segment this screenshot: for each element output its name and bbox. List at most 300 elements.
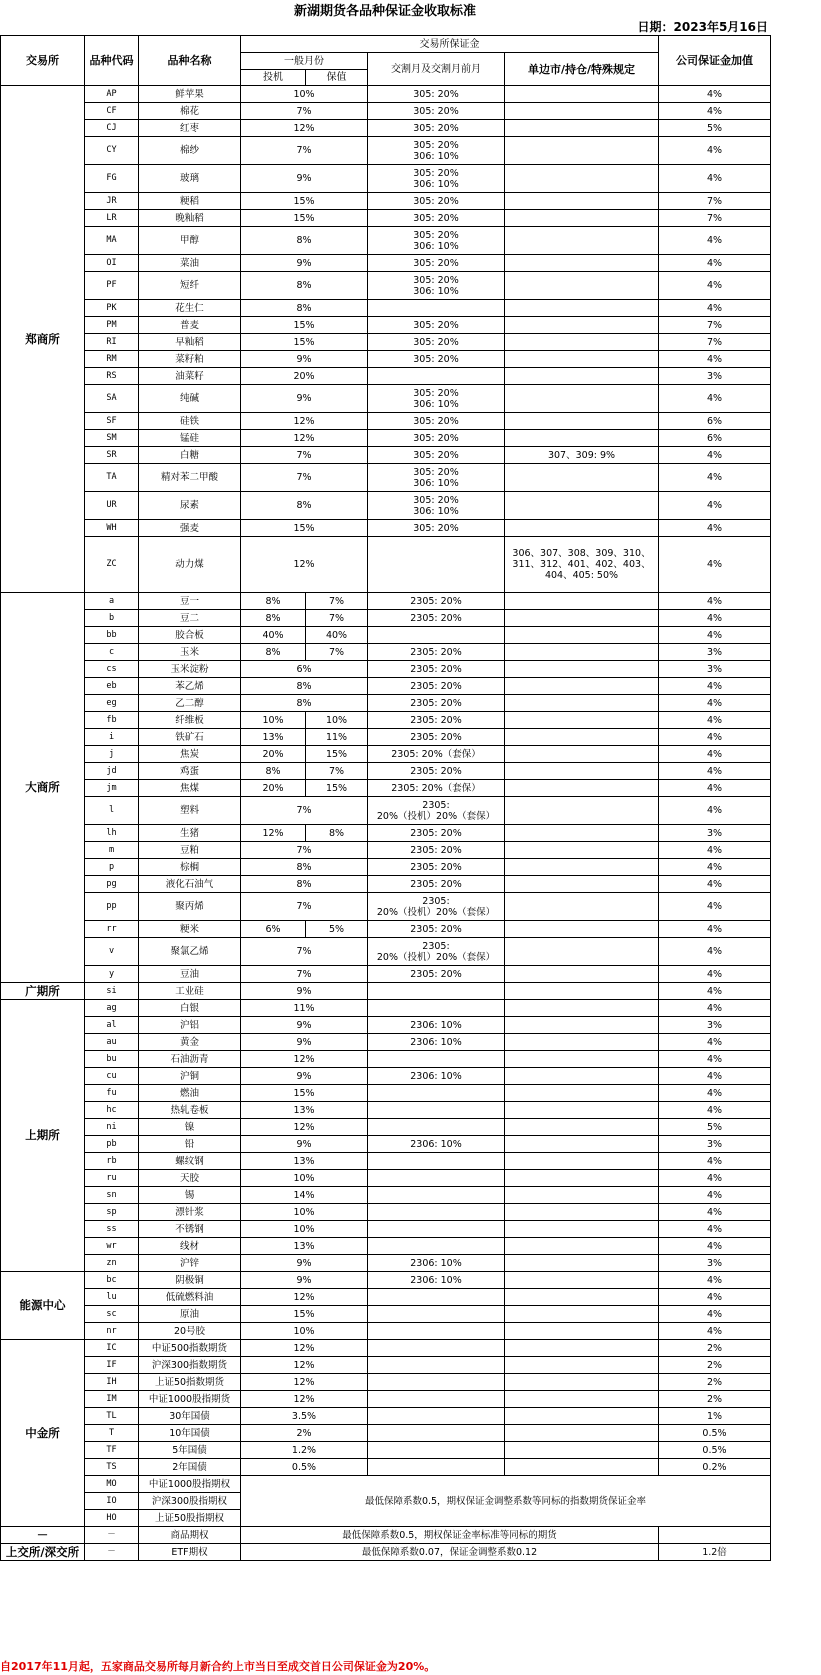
table-row — [1, 983, 771, 1000]
special-cell — [505, 983, 659, 1000]
delivery-cell: 2305: 20% — [368, 966, 505, 983]
name-cell: 原油 — [139, 1306, 241, 1323]
add-cell: 4% — [659, 1153, 771, 1170]
add-cell: 7% — [659, 210, 771, 227]
table-row — [1, 780, 771, 797]
table-row — [1, 1306, 771, 1323]
special-cell — [505, 1255, 659, 1272]
code-cell: RM — [85, 351, 139, 368]
delivery-cell: 305: 20% 306: 10% — [368, 227, 505, 255]
header-spec: 投机 — [241, 70, 306, 86]
name-cell: 商品期权 — [139, 1527, 241, 1544]
table-row — [1, 1153, 771, 1170]
general-cell: 8% — [241, 859, 368, 876]
general-cell: 15% — [241, 210, 368, 227]
code-cell: cu — [85, 1068, 139, 1085]
hedge-cell: 11% — [306, 729, 368, 746]
name-cell: 沪深300指数期货 — [139, 1357, 241, 1374]
name-cell: 中证1000股指期货 — [139, 1391, 241, 1408]
general-cell: 13% — [241, 1102, 368, 1119]
delivery-cell: 2305: 20% — [368, 712, 505, 729]
table-row — [1, 1357, 771, 1374]
special-cell — [505, 893, 659, 921]
general-cell: 13% — [241, 1238, 368, 1255]
header-delivery: 交割月及交割月前月 — [368, 53, 505, 86]
general-cell: 10% — [241, 1323, 368, 1340]
add-cell: 4% — [659, 137, 771, 165]
special-cell — [505, 165, 659, 193]
code-cell: － — [85, 1527, 139, 1544]
general-cell: 8% — [241, 492, 368, 520]
code-cell: FG — [85, 165, 139, 193]
table-row — [1, 227, 771, 255]
general-cell: 7% — [241, 938, 368, 966]
spec-cell: 40% — [241, 627, 306, 644]
code-cell: v — [85, 938, 139, 966]
header-special: 单边市/持仓/特殊规定 — [505, 53, 659, 86]
table-row — [1, 272, 771, 300]
general-cell: 15% — [241, 1085, 368, 1102]
special-cell — [505, 1153, 659, 1170]
name-cell: 豆粕 — [139, 842, 241, 859]
table-row — [1, 797, 771, 825]
hedge-cell: 7% — [306, 763, 368, 780]
special-cell — [505, 1374, 659, 1391]
table-row — [1, 1034, 771, 1051]
hedge-cell: 40% — [306, 627, 368, 644]
code-cell: LR — [85, 210, 139, 227]
table-row — [1, 1374, 771, 1391]
general-cell: 7% — [241, 797, 368, 825]
special-cell — [505, 746, 659, 763]
code-cell: m — [85, 842, 139, 859]
code-cell: JR — [85, 193, 139, 210]
general-cell: 12% — [241, 1051, 368, 1068]
general-cell: 9% — [241, 1255, 368, 1272]
delivery-cell: 2305: 20% — [368, 825, 505, 842]
name-cell: 豆油 — [139, 966, 241, 983]
table-row — [1, 921, 771, 938]
code-cell: au — [85, 1034, 139, 1051]
name-cell: 甲醇 — [139, 227, 241, 255]
code-cell: TL — [85, 1408, 139, 1425]
code-cell: bc — [85, 1272, 139, 1289]
special-cell — [505, 842, 659, 859]
table-row — [1, 859, 771, 876]
code-cell: bb — [85, 627, 139, 644]
exchange-cell: 中金所 — [1, 1340, 85, 1527]
hedge-cell: 7% — [306, 593, 368, 610]
delivery-cell — [368, 1102, 505, 1119]
code-cell: lh — [85, 825, 139, 842]
delivery-cell: 305: 20% — [368, 120, 505, 137]
name-cell: 乙二醇 — [139, 695, 241, 712]
general-cell: 8% — [241, 227, 368, 255]
add-cell: 3% — [659, 368, 771, 385]
special-cell — [505, 103, 659, 120]
table-row — [1, 893, 771, 921]
general-cell: 9% — [241, 1136, 368, 1153]
general-cell: 20% — [241, 368, 368, 385]
special-cell — [505, 1204, 659, 1221]
name-cell: 铅 — [139, 1136, 241, 1153]
delivery-cell — [368, 1340, 505, 1357]
table-row — [1, 1391, 771, 1408]
page-title: 新湖期货各品种保证金收取标准 — [293, 4, 476, 19]
hedge-cell: 5% — [306, 921, 368, 938]
general-cell: 1.2% — [241, 1442, 368, 1459]
delivery-cell: 2305: 20% — [368, 695, 505, 712]
delivery-cell: 2306: 10% — [368, 1255, 505, 1272]
name-cell: 纤维板 — [139, 712, 241, 729]
delivery-cell — [368, 1323, 505, 1340]
header-general-month: 一般月份 — [241, 53, 368, 70]
special-cell — [505, 825, 659, 842]
spec-cell: 10% — [241, 712, 306, 729]
special-cell — [505, 938, 659, 966]
name-cell: 粳米 — [139, 921, 241, 938]
name-cell: 黄金 — [139, 1034, 241, 1051]
code-cell: SA — [85, 385, 139, 413]
table-row — [1, 1544, 771, 1561]
code-cell: p — [85, 859, 139, 876]
general-cell: 12% — [241, 1391, 368, 1408]
delivery-cell: 2306: 10% — [368, 1272, 505, 1289]
code-cell: IO — [85, 1493, 139, 1510]
hedge-cell: 10% — [306, 712, 368, 729]
delivery-cell — [368, 300, 505, 317]
add-cell: 4% — [659, 165, 771, 193]
special-cell — [505, 1170, 659, 1187]
add-cell: 7% — [659, 334, 771, 351]
special-cell — [505, 763, 659, 780]
special-cell — [505, 1136, 659, 1153]
code-cell: si — [85, 983, 139, 1000]
name-cell: 液化石油气 — [139, 876, 241, 893]
hedge-cell: 7% — [306, 644, 368, 661]
name-cell: 中证1000股指期权 — [139, 1476, 241, 1493]
add-cell: 4% — [659, 921, 771, 938]
general-cell: 13% — [241, 1153, 368, 1170]
code-cell: IC — [85, 1340, 139, 1357]
table-row — [1, 825, 771, 842]
code-cell: rb — [85, 1153, 139, 1170]
table-row — [1, 1000, 771, 1017]
special-cell — [505, 1442, 659, 1459]
add-cell: 4% — [659, 1000, 771, 1017]
name-cell: 10年国债 — [139, 1425, 241, 1442]
table-row — [1, 1119, 771, 1136]
add-cell: 4% — [659, 103, 771, 120]
general-cell: 8% — [241, 272, 368, 300]
note-cell: 最低保障系数0.07，保证金调整系数0.12 — [241, 1544, 659, 1561]
name-cell: 铁矿石 — [139, 729, 241, 746]
table-row — [1, 1068, 771, 1085]
name-cell: 鸡蛋 — [139, 763, 241, 780]
name-cell: 棕榈 — [139, 859, 241, 876]
add-cell: 0.5% — [659, 1425, 771, 1442]
table-row — [1, 1187, 771, 1204]
name-cell: 玻璃 — [139, 165, 241, 193]
code-cell: wr — [85, 1238, 139, 1255]
add-cell: 2% — [659, 1340, 771, 1357]
name-cell: 纯碱 — [139, 385, 241, 413]
table-row — [1, 1170, 771, 1187]
add-cell: 4% — [659, 1323, 771, 1340]
code-cell: fb — [85, 712, 139, 729]
delivery-cell: 305: 20% — [368, 334, 505, 351]
general-cell: 10% — [241, 1170, 368, 1187]
code-cell: l — [85, 797, 139, 825]
code-cell: eb — [85, 678, 139, 695]
code-cell: nr — [85, 1323, 139, 1340]
general-cell: 9% — [241, 165, 368, 193]
name-cell: 玉米淀粉 — [139, 661, 241, 678]
special-cell — [505, 1425, 659, 1442]
add-cell: 5% — [659, 1119, 771, 1136]
code-cell: ZC — [85, 537, 139, 593]
add-cell: 3% — [659, 825, 771, 842]
exchange-cell: 上期所 — [1, 1000, 85, 1272]
delivery-cell: 2305: 20%（套保） — [368, 746, 505, 763]
special-cell — [505, 227, 659, 255]
add-cell: 4% — [659, 763, 771, 780]
add-cell — [659, 1527, 771, 1544]
add-cell: 4% — [659, 729, 771, 746]
delivery-cell — [368, 1000, 505, 1017]
add-cell: 4% — [659, 1085, 771, 1102]
name-cell: 硅铁 — [139, 413, 241, 430]
delivery-cell: 305: 20% — [368, 193, 505, 210]
code-cell: lu — [85, 1289, 139, 1306]
general-cell: 7% — [241, 103, 368, 120]
general-cell: 8% — [241, 695, 368, 712]
add-cell: 4% — [659, 695, 771, 712]
special-cell — [505, 317, 659, 334]
code-cell: zn — [85, 1255, 139, 1272]
code-cell: hc — [85, 1102, 139, 1119]
delivery-cell — [368, 368, 505, 385]
name-cell: 鲜苹果 — [139, 86, 241, 103]
spec-cell: 20% — [241, 746, 306, 763]
add-cell: 4% — [659, 1068, 771, 1085]
special-cell — [505, 351, 659, 368]
name-cell: 上证50指数期货 — [139, 1374, 241, 1391]
table-row — [1, 938, 771, 966]
special-cell — [505, 210, 659, 227]
general-cell: 10% — [241, 1221, 368, 1238]
delivery-cell: 305: 20% 306: 10% — [368, 165, 505, 193]
add-cell: 7% — [659, 193, 771, 210]
name-cell: 5年国债 — [139, 1442, 241, 1459]
add-cell: 4% — [659, 610, 771, 627]
add-cell: 4% — [659, 1051, 771, 1068]
add-cell: 3% — [659, 1017, 771, 1034]
add-cell: 4% — [659, 447, 771, 464]
code-cell: i — [85, 729, 139, 746]
header-hedge: 保值 — [306, 70, 368, 86]
code-cell: HO — [85, 1510, 139, 1527]
add-cell: 6% — [659, 430, 771, 447]
special-cell — [505, 120, 659, 137]
footer-note: 自2017年11月起，五家商品交易所每月新合约上市当日至成交首日公司保证金为20%。 — [0, 1660, 436, 1673]
general-cell: 12% — [241, 1340, 368, 1357]
general-cell: 9% — [241, 1068, 368, 1085]
table-row — [1, 729, 771, 746]
code-cell: c — [85, 644, 139, 661]
delivery-cell — [368, 1391, 505, 1408]
special-cell — [505, 1017, 659, 1034]
add-cell: 1.2倍 — [659, 1544, 771, 1561]
name-cell: 石油沥青 — [139, 1051, 241, 1068]
spec-cell: 8% — [241, 593, 306, 610]
name-cell: 工业硅 — [139, 983, 241, 1000]
add-cell: 7% — [659, 317, 771, 334]
general-cell: 7% — [241, 893, 368, 921]
delivery-cell: 2306: 10% — [368, 1034, 505, 1051]
special-cell — [505, 780, 659, 797]
special-cell — [505, 520, 659, 537]
exchange-cell: 郑商所 — [1, 86, 85, 593]
special-cell — [505, 1391, 659, 1408]
name-cell: ETF期权 — [139, 1544, 241, 1561]
table-row — [1, 1204, 771, 1221]
special-cell — [505, 695, 659, 712]
special-cell — [505, 86, 659, 103]
name-cell: 花生仁 — [139, 300, 241, 317]
special-cell — [505, 678, 659, 695]
table-row — [1, 165, 771, 193]
name-cell: 塑料 — [139, 797, 241, 825]
delivery-cell: 305: 20% — [368, 351, 505, 368]
table-row — [1, 1408, 771, 1425]
general-cell: 12% — [241, 537, 368, 593]
code-cell: y — [85, 966, 139, 983]
delivery-cell: 305: 20% — [368, 317, 505, 334]
general-cell: 7% — [241, 137, 368, 165]
name-cell: 油菜籽 — [139, 368, 241, 385]
name-cell: 普麦 — [139, 317, 241, 334]
delivery-cell — [368, 1425, 505, 1442]
code-cell: CJ — [85, 120, 139, 137]
code-cell: TS — [85, 1459, 139, 1476]
code-cell: ru — [85, 1170, 139, 1187]
name-cell: 强麦 — [139, 520, 241, 537]
add-cell: 4% — [659, 1170, 771, 1187]
delivery-cell: 2305: 20%（投机）20%（套保） — [368, 893, 505, 921]
code-cell: CY — [85, 137, 139, 165]
general-cell: 9% — [241, 1017, 368, 1034]
special-cell — [505, 464, 659, 492]
name-cell: 中证500指数期货 — [139, 1340, 241, 1357]
code-cell: RS — [85, 368, 139, 385]
code-cell: OI — [85, 255, 139, 272]
add-cell: 4% — [659, 1204, 771, 1221]
table-row — [1, 1442, 771, 1459]
code-cell: TA — [85, 464, 139, 492]
delivery-cell: 305: 20% 306: 10% — [368, 272, 505, 300]
note-cell: 最低保障系数0.5，期权保证金调整系数等同标的指数期货保证金率 — [241, 1476, 771, 1527]
special-cell — [505, 1238, 659, 1255]
exchange-cell: 大商所 — [1, 593, 85, 983]
add-cell: 4% — [659, 255, 771, 272]
code-cell: IF — [85, 1357, 139, 1374]
code-cell: fu — [85, 1085, 139, 1102]
delivery-cell: 2305: 20% — [368, 842, 505, 859]
general-cell: 2% — [241, 1425, 368, 1442]
table-row — [1, 661, 771, 678]
spec-cell: 8% — [241, 763, 306, 780]
table-row — [1, 520, 771, 537]
special-cell — [505, 193, 659, 210]
table-row — [1, 763, 771, 780]
spec-cell: 6% — [241, 921, 306, 938]
code-cell: pb — [85, 1136, 139, 1153]
name-cell: 上证50股指期权 — [139, 1510, 241, 1527]
name-cell: 苯乙烯 — [139, 678, 241, 695]
table-row — [1, 464, 771, 492]
add-cell: 4% — [659, 983, 771, 1000]
name-cell: 晚籼稻 — [139, 210, 241, 227]
special-cell — [505, 413, 659, 430]
special-cell — [505, 921, 659, 938]
general-cell: 7% — [241, 447, 368, 464]
general-cell: 10% — [241, 86, 368, 103]
general-cell: 15% — [241, 334, 368, 351]
table-row — [1, 430, 771, 447]
delivery-cell: 305: 20% 306: 10% — [368, 137, 505, 165]
table-row — [1, 193, 771, 210]
special-cell — [505, 1187, 659, 1204]
code-cell: ag — [85, 1000, 139, 1017]
special-cell — [505, 430, 659, 447]
delivery-cell: 2305: 20% — [368, 661, 505, 678]
hedge-cell: 8% — [306, 825, 368, 842]
hedge-cell: 7% — [306, 610, 368, 627]
add-cell: 4% — [659, 300, 771, 317]
code-cell: MA — [85, 227, 139, 255]
delivery-cell — [368, 1289, 505, 1306]
name-cell: 螺纹钢 — [139, 1153, 241, 1170]
general-cell: 15% — [241, 193, 368, 210]
special-cell — [505, 610, 659, 627]
delivery-cell: 305: 20% — [368, 413, 505, 430]
add-cell: 2% — [659, 1374, 771, 1391]
table-row — [1, 447, 771, 464]
special-cell — [505, 1221, 659, 1238]
code-cell: UR — [85, 492, 139, 520]
name-cell: 精对苯二甲酸 — [139, 464, 241, 492]
delivery-cell — [368, 1357, 505, 1374]
special-cell — [505, 876, 659, 893]
special-cell — [505, 1034, 659, 1051]
delivery-cell — [368, 627, 505, 644]
delivery-cell: 305: 20% 306: 10% — [368, 464, 505, 492]
name-cell: 玉米 — [139, 644, 241, 661]
header-exchange: 交易所 — [1, 36, 85, 86]
code-cell: SF — [85, 413, 139, 430]
special-cell — [505, 966, 659, 983]
code-cell: bu — [85, 1051, 139, 1068]
code-cell: IM — [85, 1391, 139, 1408]
general-cell: 14% — [241, 1187, 368, 1204]
note-cell: 最低保障系数0.5，期权保证金率标准等同标的期货 — [241, 1527, 659, 1544]
special-cell — [505, 272, 659, 300]
add-cell: 3% — [659, 1255, 771, 1272]
code-cell: PK — [85, 300, 139, 317]
delivery-cell: 2306: 10% — [368, 1136, 505, 1153]
general-cell: 12% — [241, 120, 368, 137]
